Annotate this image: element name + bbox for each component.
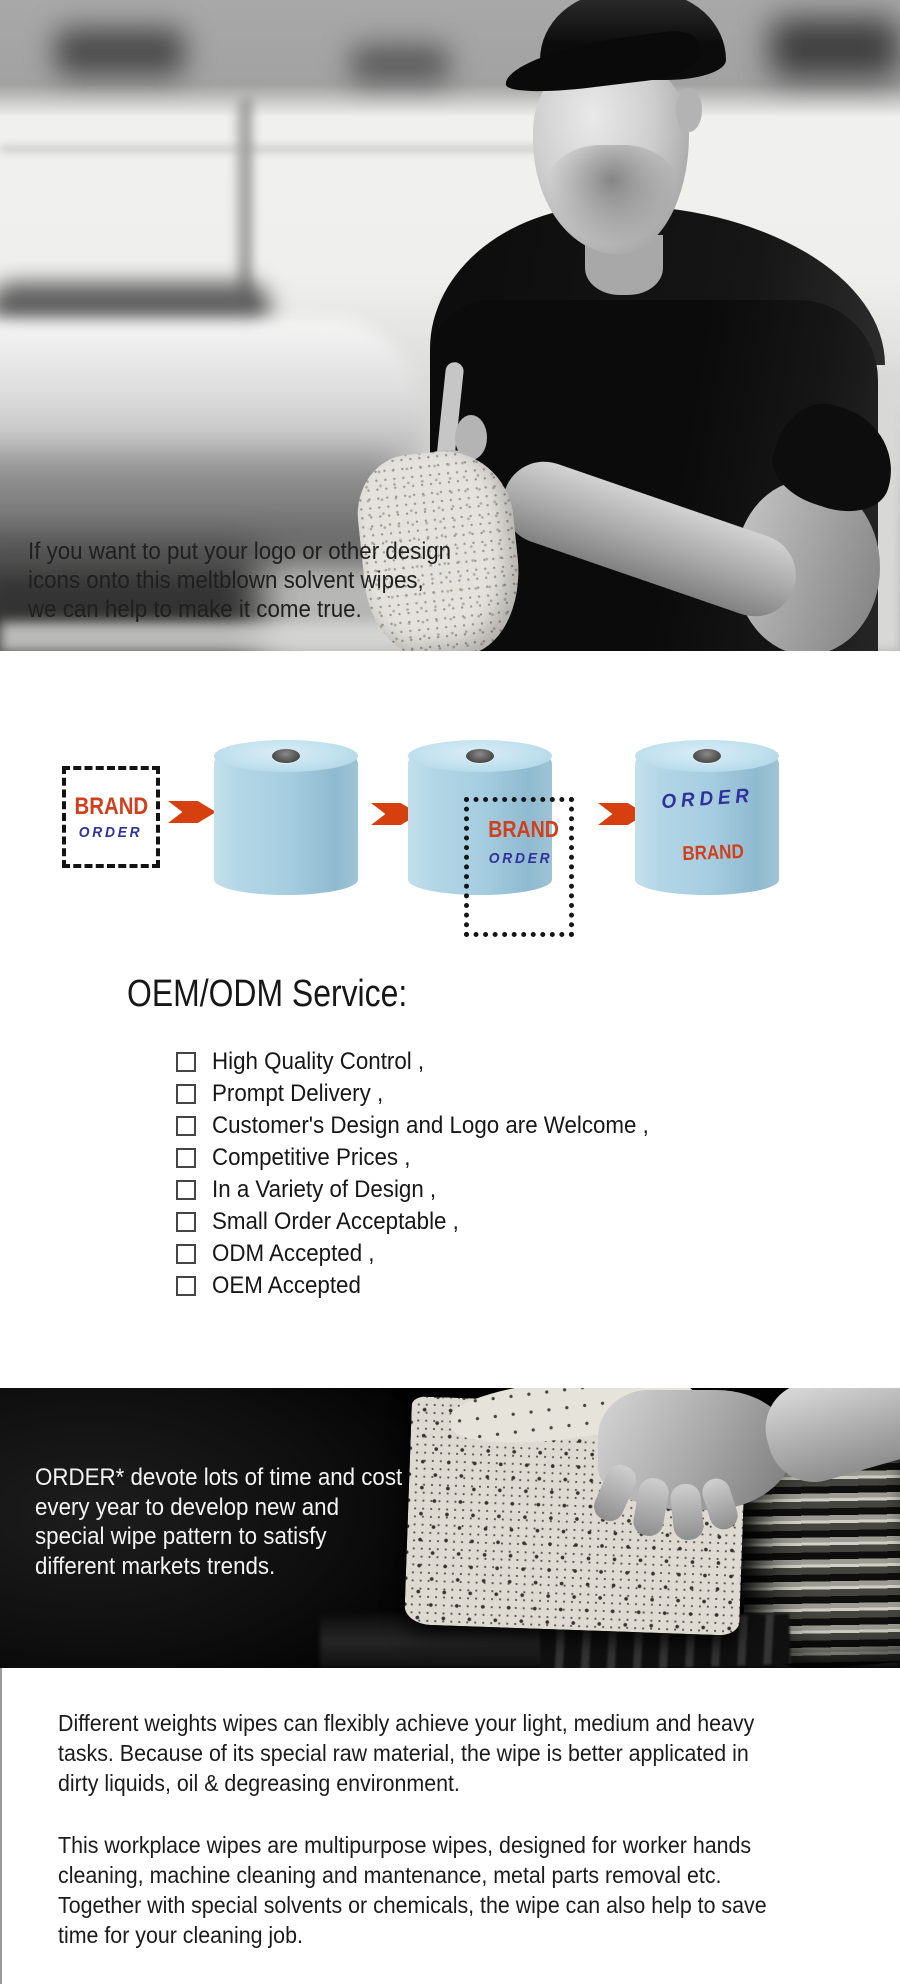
pattern-caption-line-2: every year to develop new and bbox=[35, 1493, 339, 1521]
list-item-label: High Quality Control , bbox=[212, 1048, 425, 1075]
description-paragraph-2 bbox=[58, 1830, 820, 1950]
hero-caption-line-2: icons onto this meltblown solvent wipes, bbox=[28, 567, 424, 594]
brand-logo-text: BRAND bbox=[74, 793, 148, 820]
checkbox-icon bbox=[176, 1244, 196, 1264]
list-item-label: Prompt Delivery , bbox=[212, 1080, 384, 1107]
checkbox-icon bbox=[176, 1052, 196, 1072]
paragraph-line: dirty liquids, oil & degreasing environment. bbox=[58, 1770, 460, 1796]
list-item bbox=[176, 1146, 682, 1170]
plain-wipe-roll bbox=[214, 740, 358, 895]
roll-core-hole bbox=[466, 749, 494, 763]
logo-design-box bbox=[62, 766, 160, 868]
pattern-caption-line-4: different markets trends. bbox=[35, 1552, 276, 1580]
roll-core-hole bbox=[272, 749, 300, 763]
checkbox-icon bbox=[176, 1212, 196, 1232]
list-item-label: OEM Accepted bbox=[212, 1272, 361, 1299]
paragraph-line: Different weights wipes can flexibly achieve your light, medium and heavy bbox=[58, 1710, 755, 1736]
paragraph-line: tasks. Because of its special raw material, the wipe is better applicated in bbox=[58, 1740, 749, 1766]
paragraph-line: This workplace wipes are multipurpose wipes, designed for worker hands bbox=[58, 1832, 752, 1858]
ceiling-vent-shape bbox=[350, 45, 450, 83]
description-section bbox=[0, 1668, 900, 1984]
car-body-shape bbox=[0, 318, 420, 468]
hero-photo-section bbox=[0, 0, 900, 651]
hero-caption-line-3: we can help to make it come true. bbox=[28, 596, 362, 623]
pattern-caption-line-1: ORDER* devote lots of time and cost bbox=[35, 1464, 403, 1491]
list-item bbox=[176, 1242, 682, 1266]
list-item-label: ODM Accepted , bbox=[212, 1240, 375, 1267]
order-print-text: ORDER bbox=[488, 850, 553, 867]
print-area-box bbox=[464, 797, 574, 937]
order-logo-text: ORDER bbox=[79, 824, 143, 841]
list-item bbox=[176, 1082, 682, 1106]
arrow-right-icon bbox=[168, 801, 216, 823]
hero-caption bbox=[28, 537, 483, 624]
checkbox-icon bbox=[176, 1116, 196, 1136]
order-print-text: ORDER bbox=[660, 784, 755, 814]
list-item-label: Competitive Prices , bbox=[212, 1144, 411, 1171]
hero-caption-line-1: If you want to put your logo or other design bbox=[28, 538, 452, 565]
brand-print-text: BRAND bbox=[682, 840, 745, 866]
list-item bbox=[176, 1274, 682, 1298]
list-item-label: Small Order Acceptable , bbox=[212, 1208, 459, 1235]
floor-strip-shape bbox=[0, 622, 430, 651]
list-item-label: In a Variety of Design , bbox=[212, 1176, 437, 1203]
checkbox-icon bbox=[176, 1084, 196, 1104]
list-item bbox=[176, 1050, 682, 1074]
list-item bbox=[176, 1114, 682, 1138]
list-item bbox=[176, 1178, 682, 1202]
checkbox-icon bbox=[176, 1148, 196, 1168]
paragraph-line: time for your cleaning job. bbox=[58, 1922, 303, 1948]
brand-print-text: BRAND bbox=[488, 816, 559, 842]
oem-feature-list bbox=[176, 1050, 682, 1306]
oem-heading: OEM/ODM Service: bbox=[127, 973, 408, 1015]
pattern-development-section bbox=[0, 1388, 900, 1668]
paragraph-line: Together with special solvents or chemicals, the wipe can also help to save bbox=[58, 1892, 767, 1918]
ceiling-vent-shape bbox=[770, 18, 900, 78]
branded-wipe-roll bbox=[635, 740, 779, 895]
roll-core-hole bbox=[693, 749, 721, 763]
wall-line-shape bbox=[0, 146, 560, 152]
pattern-caption-line-3: special wipe pattern to satisfy bbox=[35, 1523, 327, 1550]
ceiling-vent-shape bbox=[55, 28, 185, 76]
oem-service-section bbox=[0, 970, 900, 1388]
worker-ear bbox=[676, 88, 702, 132]
pattern-caption bbox=[35, 1463, 430, 1581]
branding-diagram-section bbox=[0, 651, 900, 970]
checkbox-icon bbox=[176, 1276, 196, 1296]
list-item bbox=[176, 1210, 682, 1234]
paragraph-line: cleaning, machine cleaning and mantenance, metal parts removal etc. bbox=[58, 1862, 722, 1888]
list-item-label: Customer's Design and Logo are Welcome , bbox=[212, 1112, 649, 1139]
description-paragraph-1 bbox=[58, 1708, 807, 1798]
checkbox-icon bbox=[176, 1180, 196, 1200]
